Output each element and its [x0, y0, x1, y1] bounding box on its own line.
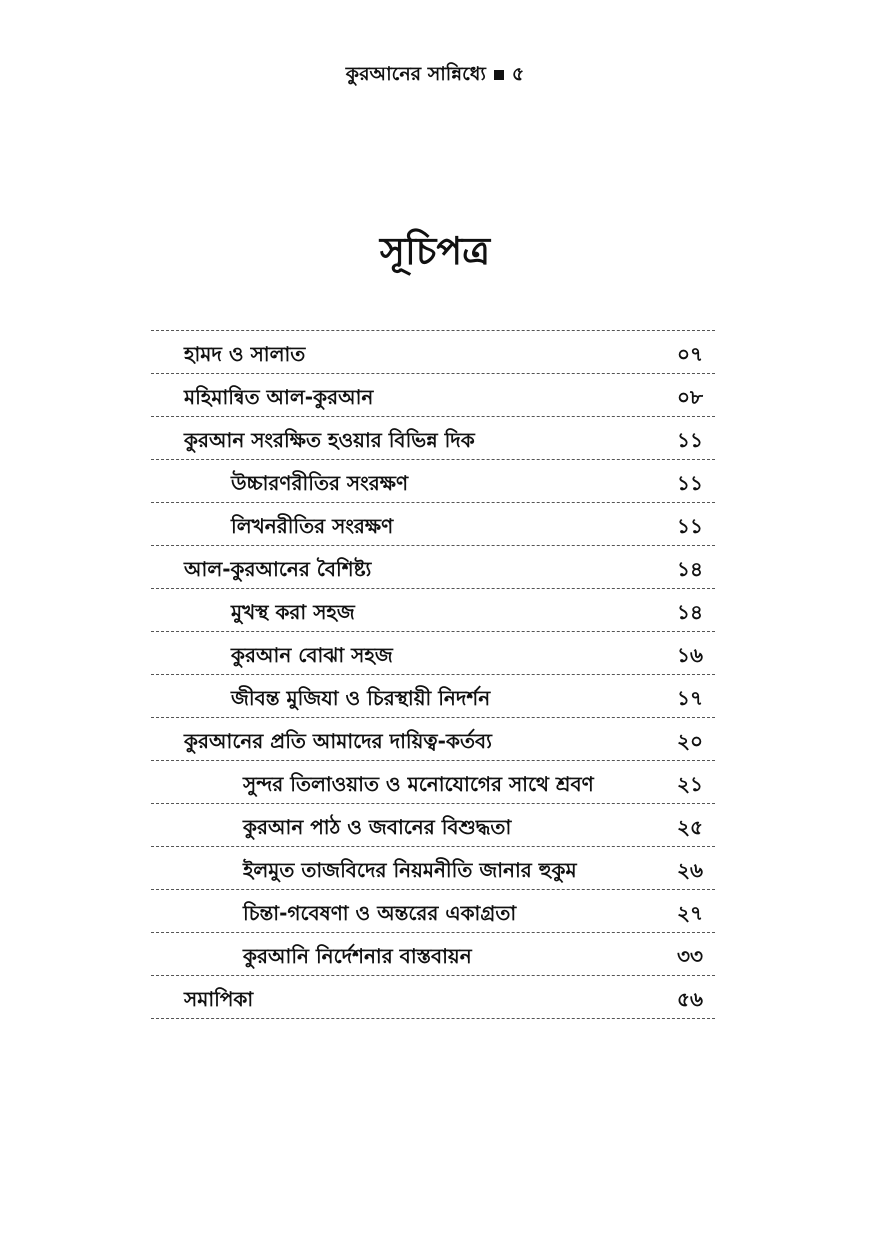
toc-entry-page: ২০ — [676, 729, 703, 753]
toc-subentry[interactable] — [151, 890, 715, 933]
toc-entry-page: ৫৬ — [677, 987, 703, 1011]
toc-subentry[interactable] — [151, 804, 715, 847]
toc-entry-page: ২১ — [677, 772, 703, 796]
separator-square-icon — [494, 70, 504, 80]
toc-entry-page: ২৬ — [676, 858, 703, 882]
running-title: কুরআনের সান্নিধ্যে — [345, 63, 486, 85]
toc-subentry[interactable] — [151, 589, 715, 632]
toc-entry-page: ১৬ — [677, 643, 703, 667]
toc-title: সূচিপত্র — [379, 229, 491, 273]
toc-entry[interactable] — [151, 331, 715, 374]
toc-entry-page: ১৭ — [677, 686, 703, 710]
toc-entry-page: ০৭ — [676, 342, 703, 366]
toc-entry[interactable] — [151, 374, 715, 417]
table-of-contents — [151, 330, 715, 1019]
toc-entry-label: মুখস্থ করা সহজ — [231, 600, 355, 624]
toc-entry-label: কুরআন পাঠ ও জবানের বিশুদ্ধতা — [243, 815, 512, 839]
toc-entry-page: ১৪ — [677, 600, 703, 624]
toc-entry[interactable] — [151, 417, 715, 460]
toc-entry-page: ১৪ — [677, 557, 703, 581]
toc-entry-label: কুরআন বোঝা সহজ — [231, 643, 393, 667]
toc-subentry[interactable] — [151, 503, 715, 546]
toc-entry-page: ২৫ — [677, 815, 703, 839]
toc-entry-label: জীবন্ত মুজিযা ও চিরস্থায়ী নিদর্শন — [231, 686, 491, 710]
toc-entry-label: কুরআনের প্রতি আমাদের দায়িত্ব-কর্তব্য — [184, 729, 492, 753]
toc-subentry[interactable] — [151, 761, 715, 804]
toc-entry-label: হামদ ও সালাত — [184, 342, 306, 366]
toc-entry-label: কুরআনি নির্দেশনার বাস্তবায়ন — [243, 944, 472, 968]
toc-subentry[interactable] — [151, 460, 715, 503]
toc-entry-page: ১১ — [677, 471, 703, 495]
toc-entry-page: ১১ — [677, 428, 703, 452]
toc-subentry[interactable] — [151, 675, 715, 718]
running-header — [0, 60, 870, 92]
toc-entry[interactable] — [151, 718, 715, 761]
toc-entry-label: সুন্দর তিলাওয়াত ও মনোযোগের সাথে শ্রবণ — [243, 772, 594, 796]
page-number: ৫ — [511, 63, 525, 85]
toc-entry-label: উচ্চারণরীতির সংরক্ষণ — [231, 471, 409, 495]
toc-subentry[interactable] — [151, 632, 715, 675]
toc-entry-page: ৩৩ — [676, 944, 703, 968]
toc-entry[interactable] — [151, 546, 715, 589]
toc-entry-label: চিন্তা-গবেষণা ও অন্তরের একাগ্রতা — [243, 901, 517, 925]
toc-entry-label: সমাপিকা — [184, 987, 254, 1011]
toc-entry-label: লিখনরীতির সংরক্ষণ — [231, 514, 394, 538]
toc-entry-label: আল-কুরআনের বৈশিষ্ট্য — [184, 557, 372, 581]
toc-entry[interactable] — [151, 976, 715, 1019]
toc-entry-label: কুরআন সংরক্ষিত হওয়ার বিভিন্ন দিক — [184, 428, 475, 452]
toc-entry-page: ১১ — [677, 514, 703, 538]
toc-entry-label: ইলমুত তাজবিদের নিয়মনীতি জানার হুকুম — [243, 858, 577, 882]
toc-entry-page: ০৮ — [677, 385, 703, 409]
toc-subentry[interactable] — [151, 933, 715, 976]
toc-subentry[interactable] — [151, 847, 715, 890]
toc-entry-page: ২৭ — [676, 901, 703, 925]
toc-entry-label: মহিমান্বিত আল-কুরআন — [184, 385, 374, 409]
